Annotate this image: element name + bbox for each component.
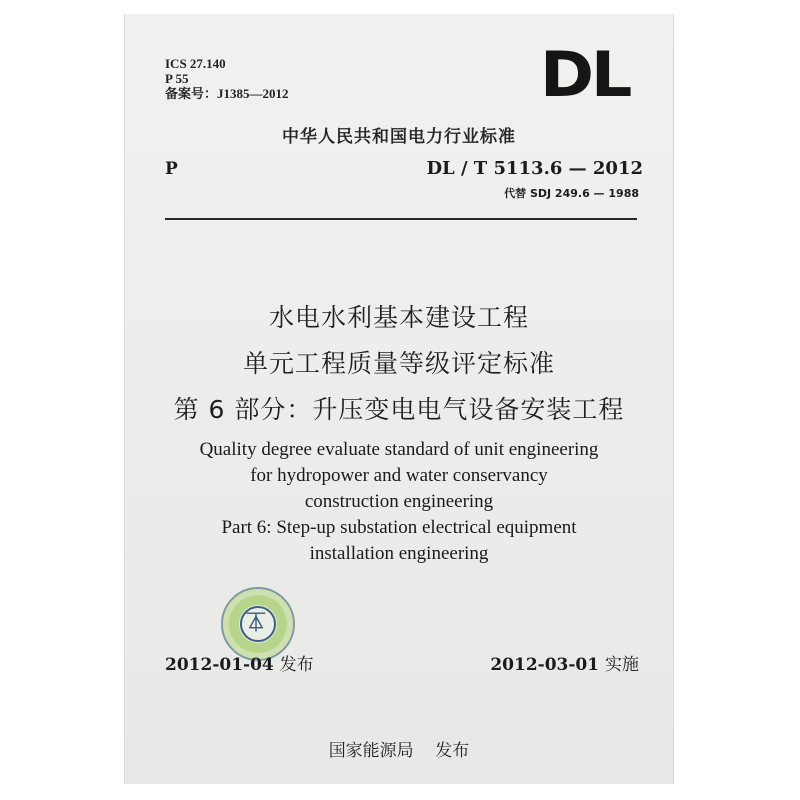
title-en-line-5: installation engineering <box>309 543 489 564</box>
cover-page <box>125 14 673 784</box>
implement-date <box>490 650 639 675</box>
replaces-standard: 代替 SDJ 249.6 — 1988 <box>504 187 639 200</box>
ics-code: ICS 27.140 <box>165 56 226 71</box>
issue-date-value: 2012-01-04 <box>165 655 274 675</box>
standard-number: DL / T 5113.6 — 2012 <box>426 158 643 179</box>
implement-date-value: 2012-03-01 <box>490 655 600 675</box>
title-en-line-3: construction engineering <box>304 491 494 512</box>
publisher-line: 国家能源局 发布 <box>328 741 470 761</box>
title-en-line-4: Part 6: Step-up substation electrical equipment <box>221 517 577 538</box>
category-code: P <box>165 159 178 179</box>
title-zh-line-3: 第 6 部分：升压变电电气设备安装工程 <box>173 395 625 424</box>
title-en-line-2: for hydropower and water conservancy <box>250 465 548 486</box>
title-zh-line-1: 水电水利基本建设工程 <box>268 303 529 332</box>
filing-number: 备案号：J1385—2012 <box>165 86 289 101</box>
divider-rule <box>165 218 637 220</box>
industry-standard-title: 中华人民共和国电力行业标准 <box>282 127 516 147</box>
p-code: P 55 <box>165 71 189 86</box>
seal-tower-icon: ⏄ <box>247 613 265 634</box>
implement-label: 实施 <box>605 655 639 675</box>
dl-logo: DL <box>540 38 630 111</box>
issue-label: 发布 <box>279 655 314 675</box>
title-zh-line-2: 单元工程质量等级评定标准 <box>242 349 555 378</box>
issue-date <box>165 650 314 675</box>
title-en-line-1: Quality degree evaluate standard of unit engineering <box>199 439 599 460</box>
